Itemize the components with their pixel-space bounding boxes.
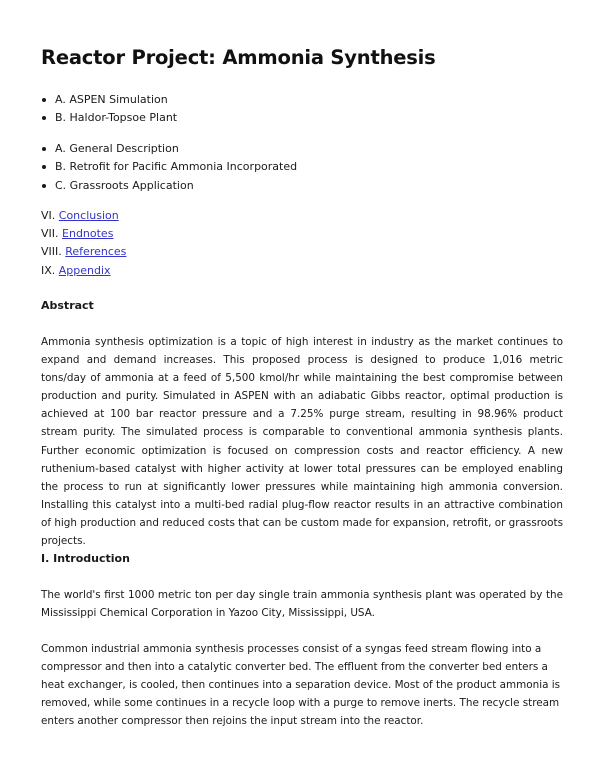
introduction-heading: I. Introduction	[41, 552, 130, 565]
toc-link-appendix[interactable]: Appendix	[58, 263, 111, 277]
toc-number: VIII.	[41, 245, 62, 259]
list-item: B. Retrofit for Pacific Ammonia Incorporated	[41, 158, 297, 176]
introduction-paragraph-2: Common industrial ammonia synthesis processes consist of a syngas feed stream flowing into a compressor and then into a catalytic converter bed. The effluent from the converter bed enters a heat exchanger, is cooled, then continues into a separation device. Most of the product ammonia is removed, while some continues in a recycle loop with a purge to remove inerts. The recycle stream enters another compressor then rejoins the input stream into the reactor.	[41, 643, 561, 728]
toc-number: IX.	[41, 263, 56, 277]
toc-number: VI.	[41, 209, 56, 222]
list-item: A. ASPEN Simulation	[41, 91, 177, 109]
page-title: Reactor Project: Ammonia Synthesis	[41, 46, 436, 69]
list-item: A. General Description	[41, 140, 297, 158]
list-item: B. Haldor-Topsoe Plant	[41, 109, 177, 127]
toc-item-appendix	[41, 262, 126, 280]
bullet-list-simulation	[41, 91, 177, 128]
list-item: C. Grassroots Application	[41, 177, 297, 195]
toc-item-conclusion	[41, 207, 126, 225]
table-of-contents	[41, 207, 126, 280]
toc-number: VII.	[41, 227, 59, 241]
toc-link-references[interactable]: References	[65, 245, 127, 259]
abstract-heading: Abstract	[41, 299, 94, 312]
toc-link-endnotes[interactable]: Endnotes	[62, 227, 114, 241]
toc-link-conclusion[interactable]: Conclusion	[58, 209, 119, 222]
bullet-list-applications	[41, 140, 297, 195]
toc-item-references	[41, 243, 126, 261]
introduction-paragraph-1: The world's first 1000 metric ton per day single train ammonia synthesis plant was operated by the Mississippi Chemical Corporation in Yazoo City, Mississippi, USA.	[41, 589, 563, 620]
abstract-paragraph: Ammonia synthesis optimization is a topic of high interest in industry as the market continues to expand and demand increases. This proposed process is designed to produce 1,016 metric tons/day of ammonia at a feed of 5,500 kmol/hr while maintaining the best compromise between production and purity. Simulated in ASPEN with an adiabatic Gibbs reactor, optimal production is achieved at 100 bar reactor pressure and a 7.25% purge stream, resulting in 98.96% product stream purity. The simulated process is comparable to conventional ammonia synthesis plants. Further economic optimization is focused on compression costs and reactor efficiency. A new ruthenium-based catalyst with higher activity at lower total pressures can be employed enabling the process to run at significantly lower pressures while maintaining high ammonia conversion. Installing this catalyst into a multi-bed radial plug-flow reactor results in an attractive combination of high production and reduced costs that can be custom made for expansion, retrofit, or grassroots projects.	[41, 336, 563, 548]
toc-item-endnotes	[41, 225, 126, 243]
